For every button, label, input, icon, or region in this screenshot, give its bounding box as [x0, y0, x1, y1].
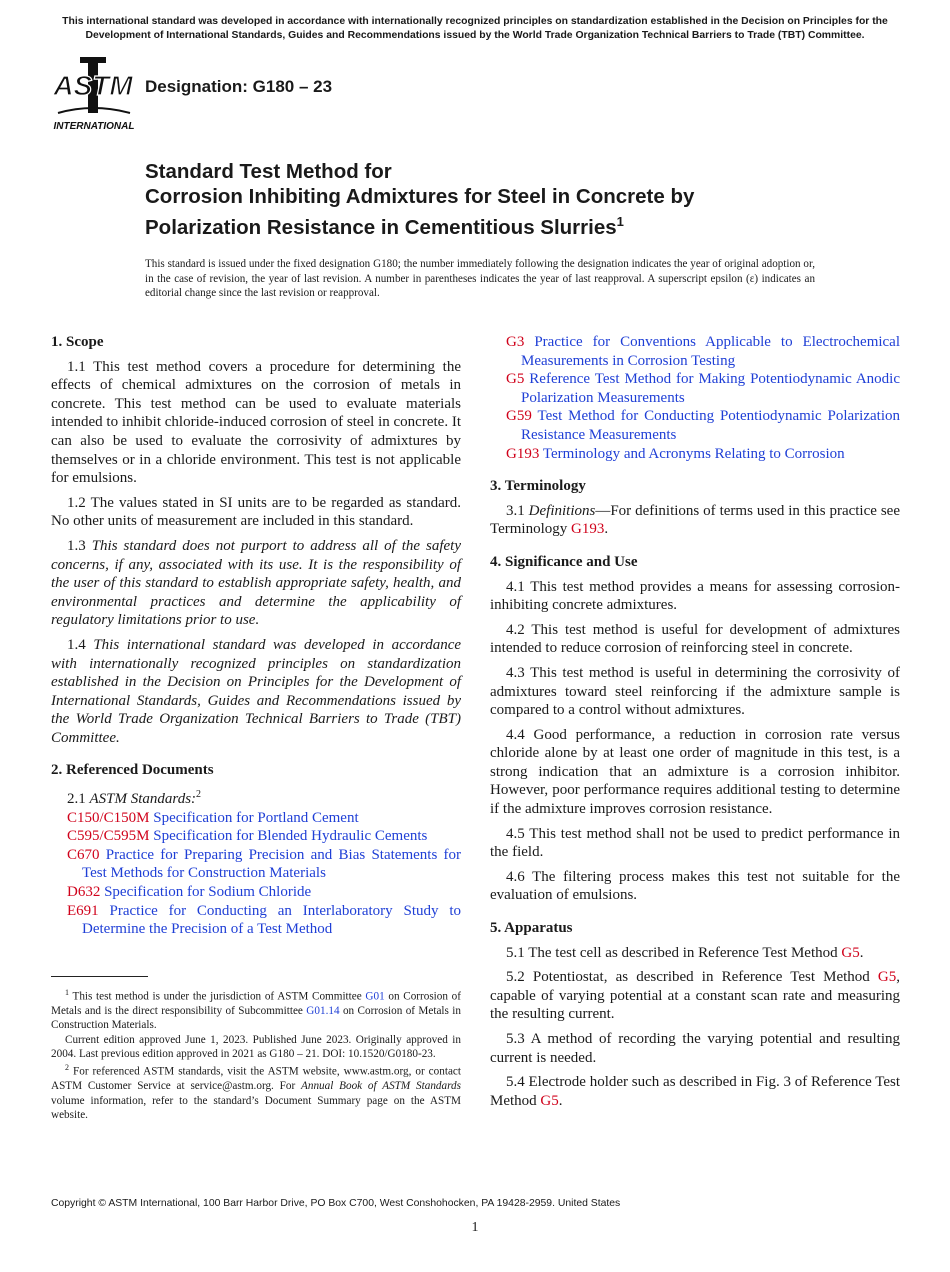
title-line-3: [145, 209, 845, 240]
paragraph-5-2: [490, 968, 900, 1024]
reference-code[interactable]: E691: [67, 902, 99, 919]
apparatus-heading: 5. Apparatus: [490, 920, 573, 937]
reference-code[interactable]: C150/C150M: [67, 809, 150, 826]
reference-title[interactable]: Test Method for Conducting Potentiodynamic Polarization Resistance Measurements: [521, 408, 900, 443]
reference-title[interactable]: Terminology and Acronyms Relating to Corrosion: [542, 445, 845, 462]
reference-title[interactable]: Specification for Blended Hydraulic Cements: [153, 828, 428, 845]
paragraph-4-2: 4.2 This test method is useful for development of admixtures intended to reduce corrosion of reinforcing steel in concrete.: [490, 621, 900, 657]
paragraph-1-4-number: 1.4: [67, 636, 86, 653]
g5-link[interactable]: G5: [877, 969, 897, 986]
paragraph-1-3: [51, 537, 461, 630]
paragraph-1-3-number: 1.3: [67, 537, 86, 554]
designation: Designation: G180 – 23: [145, 77, 333, 96]
paragraph-4-5: 4.5 This test method shall not be used to predict performance in the field.: [490, 825, 900, 861]
reference-title[interactable]: Reference Test Method for Making Potentiodynamic Anodic Polarization Measurements: [521, 371, 900, 406]
footnote-2-text-b: volume information, refer to the standard’s Document Summary page on the ASTM website.: [51, 1094, 461, 1121]
footnote-divider: [51, 976, 148, 977]
reference-item-c150[interactable]: [51, 809, 461, 828]
astm-standards-mark: 2: [196, 789, 202, 801]
paragraph-5-1-end: .: [859, 944, 864, 961]
footnotes: [51, 986, 461, 1122]
paragraph-1-1: 1.1 This test method covers a procedure for determining the effects of chemical admixtures on the corrosion of metals in concrete. This test method can be used to evaluate materials intended to inhibit chloride-induced corrosion of steel in concrete. It can also be used to evaluate the corrosivity of admixtures by themselves or in a chloride environment. This test is not applicable for emulsions.: [51, 358, 461, 487]
definitions-term: Definitions: [528, 502, 596, 519]
paragraph-5-4-text: 5.4 Electrode holder such as described in Fig. 3 of Reference Test Method: [490, 1074, 900, 1109]
footnote-2: [51, 1061, 461, 1122]
paragraph-3-1: [490, 502, 900, 539]
footnote-1-edition: Current edition approved June 1, 2023. Published June 2023. Originally approved in 2004. Last previous edition approved in 2021 as G180 – 21. DOI: 10.1520/G0180-23.: [51, 1033, 461, 1060]
g5-link[interactable]: G5: [841, 944, 860, 961]
left-column: [51, 333, 461, 939]
committee-g01-link[interactable]: G01: [365, 990, 385, 1003]
reference-item-g3[interactable]: [490, 333, 900, 370]
reference-title[interactable]: Specification for Sodium Chloride: [104, 884, 312, 901]
astm-logo: [52, 55, 136, 133]
paragraph-5-2-end: , capable of varying potential at a constant scan rate and measuring the resulting current.: [490, 969, 900, 1023]
paragraph-5-3: 5.3 A method of recording the varying potential and resulting current is needed.: [490, 1031, 900, 1066]
paragraph-5-1: [490, 944, 900, 963]
reference-item-d632[interactable]: [51, 883, 461, 902]
reference-title[interactable]: Practice for Conducting an Interlaboratory Study to Determine the Precision of a Test Method: [82, 902, 461, 938]
copyright-line: Copyright © ASTM International, 100 Barr Harbor Drive, PO Box C700, West Conshohocken, PA 19428-2959. United States: [51, 1198, 621, 1209]
paragraph-1-4-text: This international standard was developed in accordance with internationally recognized principles on standardization established in the Decision on Principles for the Development of International Standards, Guides and Recommendations issued by the World Trade Organization Technical Barriers to Trade (TBT) Committee.: [51, 636, 462, 746]
significance-heading: 4. Significance and Use: [490, 553, 638, 570]
subcommittee-g01-14-link[interactable]: G01.14: [306, 1005, 340, 1018]
paragraph-3-1-text: —For definitions of terms used in this practice see Terminology: [490, 502, 900, 538]
reference-code[interactable]: G59: [506, 408, 532, 425]
international-standard-notice: This international standard was developed in accordance with internationally recognized principles on standardization established in the Decision on Principles for the Development of International Standards, Guides and Recommendations issued by the World Trade Organization Technical Barriers to Trade (TBT) Committee.: [62, 16, 888, 41]
reference-code[interactable]: C670: [67, 846, 100, 863]
terminology-heading: 3. Terminology: [490, 478, 586, 495]
paragraph-4-4: 4.4 Good performance, a reduction in corrosion rate versus chloride alone by at least one order of magnitude in this test, is a strong indication that an admixture is a corrosion inhibitor. However, poor performance requires additional testing to determine if the admixture improves corrosion resistance.: [490, 726, 900, 818]
issue-note: This standard is issued under the fixed designation G180; the number immediately following the designation indicates the year of original adoption or, in the case of revision, the year of last revision. A number in parentheses indicates the year of last reapproval. A superscript epsilon (ε) indicates an editorial change since the last revision or reapproval.: [145, 258, 815, 300]
paragraph-5-1-text: 5.1 The test cell as described in Reference Test Method: [506, 944, 842, 961]
right-column: [490, 333, 900, 1116]
terminology-link[interactable]: G193: [571, 521, 605, 538]
reference-item-c670[interactable]: [51, 846, 461, 883]
title-footnote-mark: 1: [616, 214, 624, 229]
reference-item-g193[interactable]: [490, 445, 900, 464]
reference-title[interactable]: Practice for Conventions Applicable to Electrochemical Measurements in Corrosion Testing: [521, 334, 901, 369]
reference-code[interactable]: G193: [506, 445, 540, 462]
referenced-documents-heading: 2. Referenced Documents: [51, 762, 214, 779]
footnote-2-italic: Annual Book of ASTM Standards: [301, 1080, 461, 1093]
astm-standards-number: 2.1: [67, 791, 86, 808]
footnote-2-text-a: For referenced ASTM standards, visit the ASTM website, www.astm.org, or contact ASTM Customer Service at service@astm.org. For: [51, 1065, 461, 1093]
paragraph-1-4: [51, 636, 461, 748]
paragraph-5-4: [490, 1073, 900, 1110]
footnote-2-mark: 2: [65, 1063, 69, 1073]
footnote-1: [51, 986, 461, 1033]
reference-item-c595[interactable]: [51, 827, 461, 846]
logo-text: INTERNATIONAL: [53, 121, 135, 132]
g5-link[interactable]: G5: [540, 1092, 559, 1109]
reference-title[interactable]: Practice for Preparing Precision and Bias Statements for Test Methods for Construction Materials: [82, 846, 462, 882]
document-title: [145, 159, 845, 240]
paragraph-1-2: 1.2 The values stated in SI units are to be regarded as standard. No other units of measurement are included in this standard.: [51, 494, 461, 530]
paragraph-5-2-text: 5.2 Potentiostat, as described in Reference Test Method: [506, 969, 878, 986]
paragraph-4-6: 4.6 The filtering process makes this test not suitable for the evaluation of emulsions.: [490, 868, 900, 904]
paragraph-4-3: 4.3 This test method is useful in determining the corrosivity of admixtures toward steel reinforcing if the admixture sample is compared to a control without admixtures.: [490, 664, 900, 719]
scope-heading: 1. Scope: [51, 334, 104, 350]
paragraph-5-4-end: .: [558, 1092, 563, 1109]
footnote-1-text-b: on Corrosion of Metals and is the direct responsibility of Subcommittee: [51, 990, 461, 1018]
paragraph-3-1-end: .: [604, 521, 609, 538]
paragraph-4-1: 4.1 This test method provides a means for assessing corrosion-inhibiting concrete admixtures.: [490, 578, 900, 614]
footnote-1-mark: 1: [65, 988, 69, 997]
reference-item-e691[interactable]: [51, 902, 461, 939]
astm-logo-icon: [52, 55, 136, 133]
paragraph-1-3-text: This standard does not purport to address all of the safety concerns, if any, associated with its use. It is the responsibility of the user of this standard to establish appropriate safety, health, and environmental practices and determine the applicability of regulatory limitations prior to use.: [51, 537, 462, 629]
logo-letters: ASTM: [53, 70, 133, 101]
reference-title[interactable]: Specification for Portland Cement: [153, 809, 359, 826]
paragraph-3-1-number: 3.1: [506, 502, 525, 519]
footnote-1-text-c: on Corrosion of Metals in Construction Materials.: [51, 1005, 461, 1032]
reference-code[interactable]: G5: [506, 371, 525, 388]
footnote-1-text-a: This test method is under the jurisdiction of ASTM Committee: [72, 990, 366, 1003]
reference-code[interactable]: G3: [506, 334, 525, 350]
reference-item-g59[interactable]: [490, 407, 900, 444]
astm-standards-label: [51, 786, 461, 809]
reference-code[interactable]: C595/C595M: [67, 828, 150, 845]
title-line-1: Standard Test Method for: [145, 160, 392, 183]
reference-code[interactable]: D632: [67, 884, 101, 901]
title-line-2: Corrosion Inhibiting Admixtures for Steel in Concrete by: [145, 185, 695, 208]
astm-standards-text: ASTM Standards:: [89, 791, 197, 808]
reference-item-g5[interactable]: [490, 370, 900, 407]
title-line-3-text: Polarization Resistance in Cementitious Slurries: [145, 215, 617, 239]
page-number: 1: [471, 1220, 479, 1235]
